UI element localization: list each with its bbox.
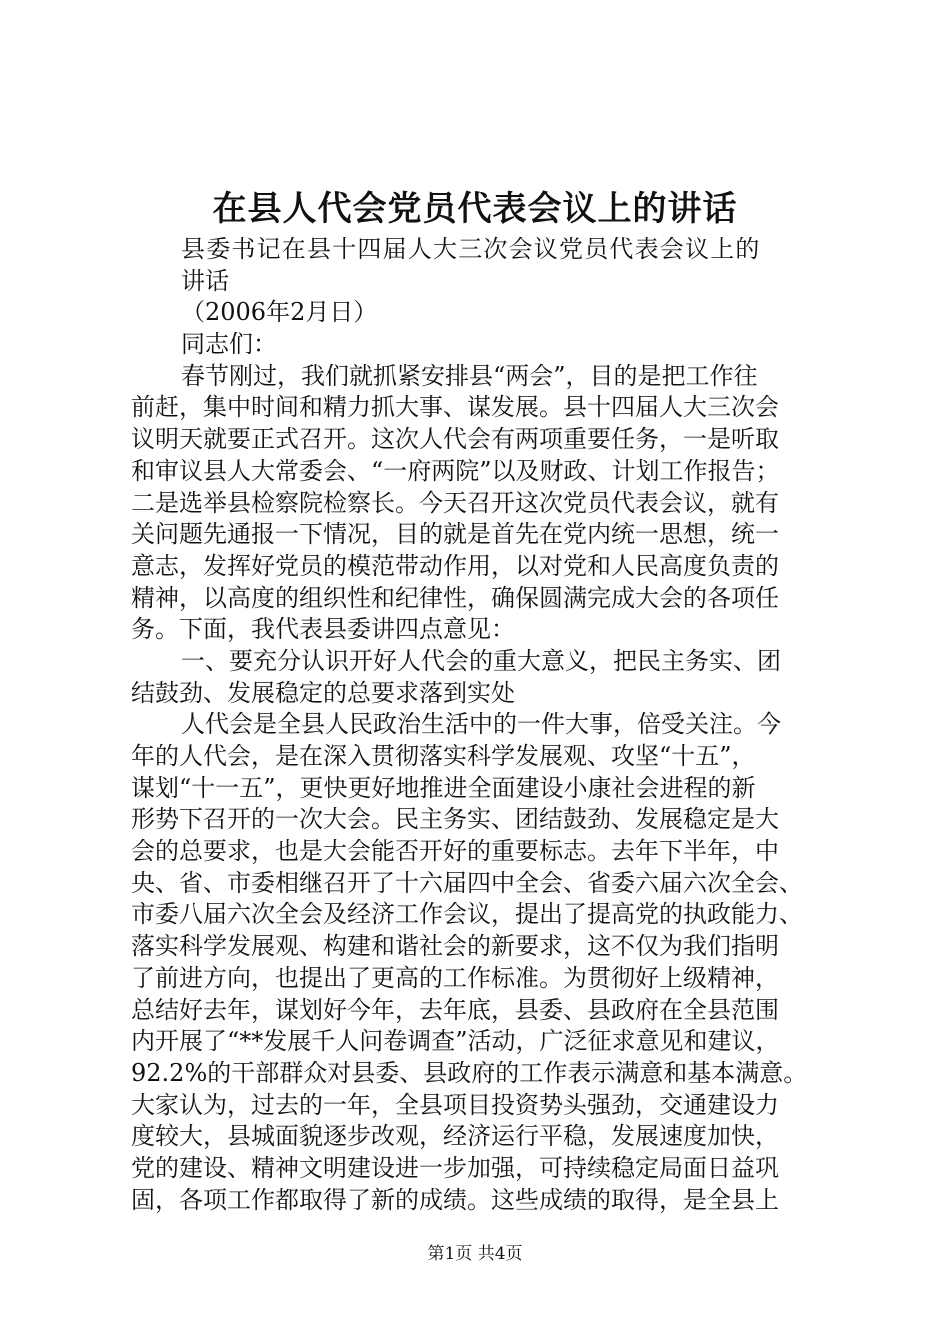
paragraph-line: 议明天就要正式召开。这次人代会有两项重要任务，一是听取 <box>131 425 779 454</box>
paragraph-line: 大家认为，过去的一年，全县项目投资势头强劲，交通建设力 <box>131 1090 779 1119</box>
subtitle-line: 讲话 <box>181 266 229 295</box>
paragraph-line: 度较大，县城面貌逐步改观，经济运行平稳，发展速度加快， <box>131 1122 779 1151</box>
paragraph-line: 春节刚过，我们就抓紧安排县“两会”，目的是把工作往 <box>181 361 758 390</box>
paragraph-line: 前赶，集中时间和精力抓大事、谋发展。县十四届人大三次会 <box>131 393 779 422</box>
paragraph-line: 形势下召开的一次大会。民主务实、团结鼓劲、发展稳定是大 <box>131 805 779 834</box>
paragraph-line: 央、省、市委相继召开了十六届四中全会、省委六届六次全会、 <box>131 868 803 897</box>
date-line: （2006年2月日） <box>181 298 378 327</box>
page-footer: 第1页 共4页 <box>427 1244 523 1264</box>
section-heading-line: 结鼓劲、发展稳定的总要求落到实处 <box>131 678 515 707</box>
paragraph-line: 了前进方向，也提出了更高的工作标准。为贯彻好上级精神， <box>131 963 779 992</box>
paragraph-line: 落实科学发展观、构建和谐社会的新要求，这不仅为我们指明 <box>131 932 779 961</box>
paragraph-line: 务。下面，我代表县委讲四点意见： <box>131 615 515 644</box>
salutation: 同志们： <box>181 330 277 359</box>
document-title: 在县人代会党员代表会议上的讲话 <box>212 189 738 229</box>
paragraph-line: 党的建设、精神文明建设进一步加强，可持续稳定局面日益巩 <box>131 1153 779 1182</box>
paragraph-line: 人代会是全县人民政治生活中的一件大事，倍受关注。今 <box>181 710 781 739</box>
paragraph-line: 内开展了“**发展千人问卷调查”活动，广泛征求意见和建议， <box>131 1027 780 1056</box>
paragraph-line: 关问题先通报一下情况，目的就是首先在党内统一思想，统一 <box>131 520 779 549</box>
paragraph-line: 意志，发挥好党员的模范带动作用，以对党和人民高度负责的 <box>131 551 779 580</box>
paragraph-line: 精神，以高度的组织性和纪律性，确保圆满完成大会的各项任 <box>131 583 779 612</box>
section-heading-line: 一、要充分认识开好人代会的重大意义，把民主务实、团 <box>181 646 781 675</box>
paragraph-line: 谋划“十一五”，更快更好地推进全面建设小康社会进程的新 <box>131 773 756 802</box>
paragraph-line: 92.2%的干部群众对县委、县政府的工作表示满意和基本满意。 <box>131 1058 808 1087</box>
paragraph-line: 总结好去年，谋划好今年，去年底，县委、县政府在全县范围 <box>131 995 779 1024</box>
subtitle-line: 县委书记在县十四届人大三次会议党员代表会议上的 <box>181 235 761 263</box>
paragraph-line: 和审议县人大常委会、“一府两院”以及财政、计划工作报告； <box>131 456 780 485</box>
paragraph-line: 市委八届六次全会及经济工作会议，提出了提高党的执政能力、 <box>131 900 803 929</box>
document-body <box>131 234 831 1216</box>
paragraph-line: 固，各项工作都取得了新的成绩。这些成绩的取得，是全县上 <box>131 1185 779 1214</box>
paragraph-line: 会的总要求，也是大会能否开好的重要标志。去年下半年，中 <box>131 837 779 866</box>
paragraph-line: 年的人代会，是在深入贯彻落实科学发展观、攻坚“十五”， <box>131 742 756 770</box>
paragraph-line: 二是选举县检察院检察长。今天召开这次党员代表会议，就有 <box>131 488 779 517</box>
